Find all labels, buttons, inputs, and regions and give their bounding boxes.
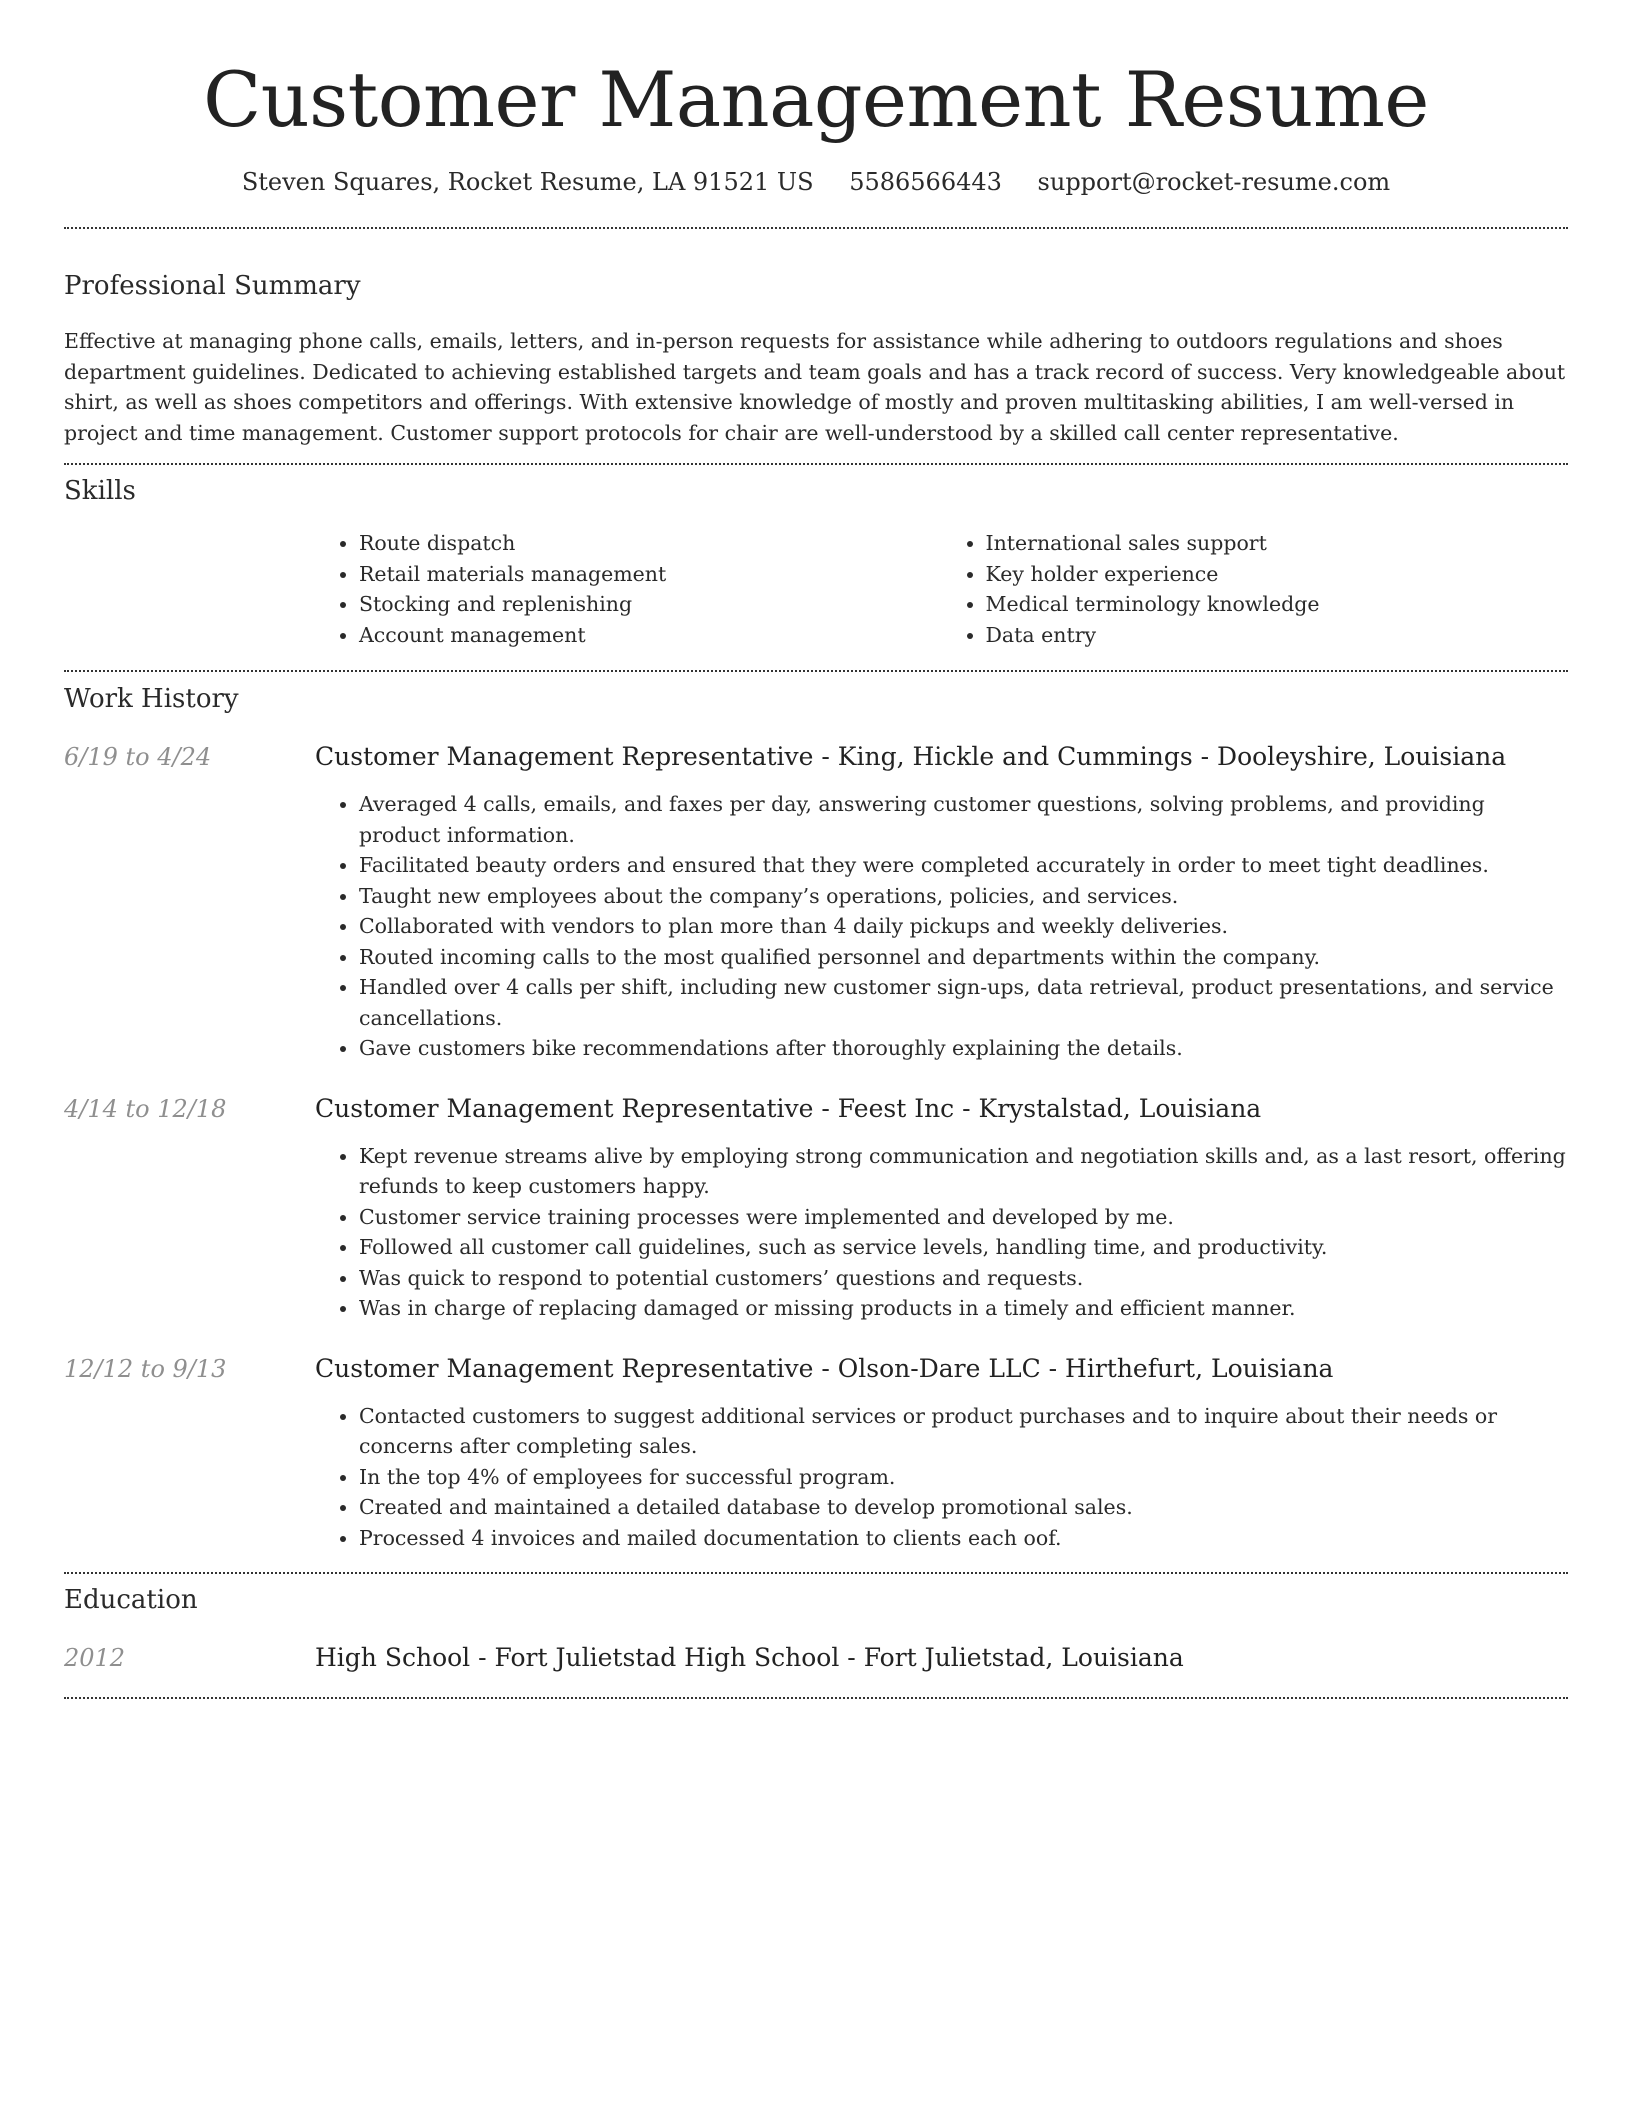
summary-text: Effective at managing phone calls, emails, letters, and in-person requests for assistance while adhering to outdoors regulations and shoes department guidelines. Dedicated to achieving established targets and team goals and has a track record of success. Very knowledgeable about shirt, as well as shoes competitors and offerings. With extensive knowledge of mostly and proven multitasking abilities, I am well-versed in project and time management. Customer support protocols for chair are well-understood by a skilled call center representative. (64, 329, 1566, 445)
skill-item: • Account management (359, 620, 942, 651)
education-section (64, 1583, 1568, 1675)
job-entry (64, 740, 1568, 1064)
job-bullet: • Facilitated beauty orders and ensured that they were completed accurately in order to meet tight deadlines. (359, 850, 1568, 881)
job-bullet: • Contacted customers to suggest additional services or product purchases and to inquire about their needs or concerns after completing sales. (359, 1401, 1568, 1462)
job-bullet: • Customer service training processes were implemented and developed by me. (359, 1202, 1568, 1233)
skill-item: • Route dispatch (359, 528, 942, 559)
education-title: High School - Fort Julietstad High School - Fort Julietstad, Louisiana (315, 1643, 1184, 1672)
job-title: Customer Management Representative - Feest Inc - Krystalstad, Louisiana (315, 1093, 1262, 1123)
job-title: Customer Management Representative - King, Hickle and Cummings - Dooleyshire, Louisiana (315, 742, 1507, 771)
professional-summary-section (64, 269, 1568, 448)
skill-item: • Medical terminology knowledge (986, 589, 1569, 620)
job-bullets (315, 789, 1568, 1064)
section-heading: Education (64, 1585, 198, 1615)
job-bullet: • Routed incoming calls to the most qualified personnel and departments within the company. (359, 942, 1568, 973)
resume-title: Customer Management Resume (203, 55, 1429, 144)
section-heading: Work History (64, 684, 239, 714)
resume-page (64, 0, 1568, 1699)
divider (64, 670, 1568, 672)
contact-email: support@rocket-resume.com (1037, 168, 1391, 196)
divider (64, 463, 1568, 465)
job-dates: 12/12 to 9/13 (64, 1354, 227, 1383)
skill-item: • International sales support (986, 528, 1569, 559)
job-entry (64, 1092, 1568, 1324)
job-bullets (315, 1401, 1568, 1554)
job-bullet: • Collaborated with vendors to plan more than 4 daily pickups and weekly deliveries. (359, 911, 1568, 942)
job-dates: 6/19 to 4/24 (64, 743, 212, 771)
education-entry (64, 1641, 1568, 1675)
job-bullet: • Taught new employees about the company’s operations, policies, and services. (359, 881, 1568, 912)
job-bullet: • Averaged 4 calls, emails, and faxes per day, answering customer questions, solving problems, and providing product information. (359, 789, 1568, 850)
divider (64, 227, 1568, 229)
contact-phone: 5586566443 (849, 168, 1002, 196)
job-title: Customer Management Representative - Olson-Dare LLC - Hirthefurt, Louisiana (315, 1353, 1334, 1383)
section-heading: Skills (64, 476, 136, 506)
education-year: 2012 (64, 1644, 126, 1672)
skills-list-right (942, 528, 1569, 650)
job-bullet: • Was in charge of replacing damaged or missing products in a timely and efficient manner. (359, 1293, 1568, 1324)
skill-item: • Key holder experience (986, 559, 1569, 590)
job-bullets (315, 1141, 1568, 1324)
job-header (64, 1352, 1568, 1386)
contact-line (64, 166, 1568, 198)
divider (64, 1697, 1568, 1699)
skills-grid (315, 528, 1568, 650)
job-bullet: • Processed 4 invoices and mailed documentation to clients each oof. (359, 1523, 1568, 1554)
skills-list-left (315, 528, 942, 650)
skill-item: • Data entry (986, 620, 1569, 651)
job-bullet: • In the top 4% of employees for successful program. (359, 1462, 1568, 1493)
job-bullet: • Gave customers bike recommendations after thoroughly explaining the details. (359, 1033, 1568, 1064)
skill-item: • Retail materials management (359, 559, 942, 590)
job-bullet: • Kept revenue streams alive by employing strong communication and negotiation skills and, as a last resort, offering refunds to keep customers happy. (359, 1141, 1568, 1202)
skill-item: • Stocking and replenishing (359, 589, 942, 620)
divider (64, 1572, 1568, 1574)
contact-address: Steven Squares, Rocket Resume, LA 91521 US (241, 168, 814, 196)
skills-section (64, 474, 1568, 650)
job-header (64, 1092, 1568, 1126)
work-history-section (64, 682, 1568, 1553)
job-bullet: • Was quick to respond to potential customers’ questions and requests. (359, 1263, 1568, 1294)
job-entry (64, 1352, 1568, 1554)
job-bullet: • Created and maintained a detailed database to develop promotional sales. (359, 1492, 1568, 1523)
job-bullet: • Handled over 4 calls per shift, including new customer sign-ups, data retrieval, product presentations, and service cancellations. (359, 972, 1568, 1033)
job-header (64, 740, 1568, 774)
section-heading: Professional Summary (64, 271, 361, 301)
job-dates: 4/14 to 12/18 (64, 1094, 227, 1123)
job-bullet: • Followed all customer call guidelines, such as service levels, handling time, and productivity. (359, 1232, 1568, 1263)
